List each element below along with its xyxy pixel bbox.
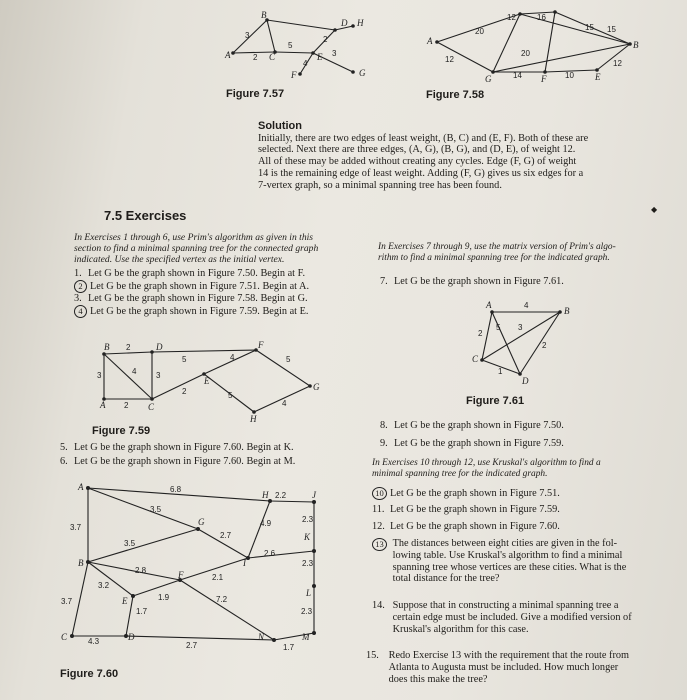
edge-weight: 2 (478, 329, 483, 338)
exercise-15-line-1: Redo Exercise 13 with the requirement that the route from (388, 650, 630, 661)
edge-weight: 15 (607, 25, 616, 34)
edge-weight: 1 (498, 367, 503, 376)
exercise-14-line-3: Kruskal's algorithm for this case. (392, 623, 529, 635)
exercise-number: 5. (60, 442, 68, 453)
vertex-label: A (427, 36, 433, 46)
vertex-label: N (258, 632, 265, 642)
exercise-13-line-2: lowing table. Use Kruskal's algorithm to find a minimal (392, 549, 623, 561)
exercise-8 (380, 420, 564, 432)
edge-weight: 2 (126, 343, 131, 352)
exercise-text: Let G be the graph shown in Figure 7.60. Begin at M. (74, 456, 296, 467)
vertex-label: B (564, 306, 570, 316)
solution-line-4: 14 is the remaining edge of least weight. Adding (F, G) gives us six edges for a (258, 168, 584, 179)
edge-weight: 2.6 (264, 549, 276, 558)
edge-weight: 5 (288, 41, 293, 50)
vertex-label: D (341, 18, 348, 28)
exercise-number: 8. (380, 420, 388, 431)
exercise-2 (74, 280, 309, 293)
exercise-text: Let G be the graph shown in Figure 7.50. (394, 420, 564, 431)
edge-weight: 4 (132, 367, 137, 376)
edge-weight: 5 (286, 355, 291, 364)
vertex-label: L (306, 588, 312, 598)
edge-weight: 2 (182, 387, 187, 396)
exercise-13-line-3: spanning tree whose vertices are these cities. What is the (392, 561, 627, 573)
circled-number: 4 (74, 305, 87, 318)
vertex-label: G (359, 68, 366, 78)
vertex-label: B (261, 10, 267, 20)
edge-weight: 20 (521, 49, 530, 58)
exercise-7 (380, 276, 564, 288)
exercise-number: 7. (380, 276, 388, 287)
circled-number: 10 (372, 487, 387, 500)
section-heading: 7.5 Exercises (104, 208, 187, 223)
edge-weight: 1.7 (136, 607, 148, 616)
edge-weight: 2.7 (186, 641, 198, 650)
vertex-label: C (269, 52, 276, 62)
vertex-label: C (148, 402, 155, 412)
figure-7-57-graph (225, 8, 385, 88)
edge-weight: 2.3 (302, 515, 314, 524)
vertex-label: A (100, 400, 106, 410)
solution-heading: Solution (258, 120, 302, 132)
solution-line-5: 7-vertex graph, so a minimal spanning tree has been found. (258, 180, 502, 191)
exercise-text: Let G be the graph shown in Figure 7.51. Begin at A. (90, 281, 310, 292)
vertex-label: M (302, 632, 310, 642)
exercise-14-line-2: certain edge must be included. Give a modified version of (392, 611, 632, 623)
vertex-label: D (156, 342, 163, 352)
edge-weight: 2.1 (212, 573, 224, 582)
vertex-label: E (595, 72, 601, 82)
edge-weight: 2.8 (135, 566, 147, 575)
end-of-example-mark: ◆ (651, 205, 658, 214)
edge-weight: 2.2 (275, 491, 287, 500)
edge-weight: 3.7 (61, 597, 73, 606)
edge-weight: 2 (124, 401, 129, 410)
exercise-1 (74, 268, 305, 280)
left-intro-line-3: indicated. Use the specified vertex as the initial vertex. (74, 254, 285, 265)
exercise-text: Let G be the graph shown in Figure 7.59. (390, 504, 560, 515)
vertex-label: E (122, 596, 128, 606)
edge-weight: 3.7 (70, 523, 82, 532)
exercise-number: 11. (372, 504, 385, 515)
exercise-14 (372, 600, 632, 635)
exercise-15 (366, 650, 629, 685)
edge-weight: 10 (565, 71, 574, 80)
vertex-label: B (104, 342, 110, 352)
edge-weight: 4.3 (88, 637, 100, 646)
vertex-label: I (243, 558, 246, 568)
figure-7-58-graph (425, 6, 655, 86)
exercise-text: Let G be the graph shown in Figure 7.61. (394, 276, 564, 287)
edge-weight: 12 (507, 13, 516, 22)
edge-weight: 1.9 (158, 593, 170, 602)
edge-weight: 5 (496, 323, 501, 332)
right-intro-line-1: In Exercises 7 through 9, use the matrix version of Prim's algo- (378, 242, 616, 252)
vertex-label: B (633, 40, 639, 50)
edge-weight: 20 (475, 27, 484, 36)
edge-weight: 2.7 (220, 531, 232, 540)
edge-weight: 3.2 (98, 581, 110, 590)
edge-weight: 15 (585, 23, 594, 32)
edge-weight: 3 (97, 371, 102, 380)
right-intro-line-2: rithm to find a minimal spanning tree for the indicated graph. (378, 253, 610, 263)
edge-weight: 4 (282, 399, 287, 408)
vertex-label: F (258, 340, 264, 350)
edge-weight: 2.3 (302, 559, 314, 568)
exercise-number: 6. (60, 456, 68, 467)
left-intro-line-1: In Exercises 1 through 6, use Prim's algorithm as given in this (74, 232, 314, 243)
vertex-label: F (291, 70, 297, 80)
vertex-label: H (357, 18, 364, 28)
edge-weight: 2 (253, 53, 258, 62)
edge-weight: 1.7 (283, 643, 295, 652)
solution-line-3: All of these may be added without creating any cycles. Edge (F, G) of weight (258, 156, 577, 167)
figure-7-58-caption: Figure 7.58 (426, 89, 485, 101)
exercise-13 (372, 538, 626, 585)
edge-weight: 2 (323, 35, 328, 44)
exercise-11 (372, 504, 560, 516)
exercise-text: Let G be the graph shown in Figure 7.59. Begin at E. (90, 306, 309, 317)
vertex-label: G (485, 74, 492, 84)
edge-weight: 4 (230, 353, 235, 362)
exercise-number: 15. (366, 650, 379, 661)
exercise-5 (60, 442, 294, 454)
edge-weight: 4 (303, 59, 308, 68)
edge-weight: 4.9 (260, 519, 272, 528)
edge-weight: 14 (513, 71, 522, 80)
vertex-label: D (522, 376, 529, 386)
edge-weight: 12 (445, 55, 454, 64)
edge-weight: 4 (524, 301, 529, 310)
edge-weight: 3 (518, 323, 523, 332)
vertex-label: K (304, 532, 311, 542)
figure-7-61-graph (470, 298, 580, 388)
exercise-13-line-1: The distances between eight cities are given in the fol- (392, 538, 618, 549)
edge-weight: 2 (542, 341, 547, 350)
edge-weight: 3.5 (124, 539, 136, 548)
exercise-15-line-3: does this make the tree? (388, 673, 488, 685)
edge-weight: 3 (245, 31, 250, 40)
edge-weight: 5 (182, 355, 187, 364)
edge-weight: 16 (537, 13, 546, 22)
vertex-label: J (312, 490, 316, 500)
exercise-number: 9. (380, 438, 388, 449)
exercise-15-line-2: Atlanta to Augusta must be included. How much longer (388, 661, 619, 673)
exercise-number: 14. (372, 600, 385, 611)
figure-7-57-caption: Figure 7.57 (226, 88, 285, 100)
vertex-label: H (250, 414, 257, 424)
vertex-label: F (541, 74, 547, 84)
figure-7-59-caption: Figure 7.59 (92, 425, 151, 437)
edge-weight: 6.8 (170, 485, 182, 494)
kruskal-intro-line-1: In Exercises 10 through 12, use Kruskal's algorithm to find a (372, 458, 601, 468)
vertex-label: C (61, 632, 68, 642)
circled-number: 2 (74, 280, 87, 293)
exercise-text: Let G be the graph shown in Figure 7.58. Begin at G. (88, 293, 308, 304)
edge-weight: 12 (613, 59, 622, 68)
solution-line-1: Initially, there are two edges of least weight, (B, C) and (E, F). Both of these are (258, 133, 589, 144)
vertex-label: A (225, 50, 231, 60)
edge-weight: 3 (332, 49, 337, 58)
edge-weight: 5 (228, 391, 233, 400)
exercise-10 (372, 487, 560, 500)
exercise-text: Let G be the graph shown in Figure 7.60. (390, 521, 560, 532)
figure-7-60-graph (58, 478, 348, 658)
exercise-text: Let G be the graph shown in Figure 7.51. (390, 488, 560, 499)
vertex-label: C (472, 354, 479, 364)
figure-7-61-caption: Figure 7.61 (466, 395, 525, 407)
exercise-text: Let G be the graph shown in Figure 7.60. Begin at K. (74, 442, 294, 453)
exercise-9 (380, 438, 564, 450)
exercise-14-line-1: Suppose that in constructing a minimal spanning tree a (392, 600, 619, 611)
edge-weight: 3 (156, 371, 161, 380)
left-intro-line-2: section to find a minimal spanning tree for the connected graph (74, 243, 319, 254)
vertex-label: E (204, 376, 210, 386)
figure-7-59-graph (96, 342, 336, 422)
vertex-label: B (78, 558, 84, 568)
vertex-label: A (78, 482, 84, 492)
figure-7-60-caption: Figure 7.60 (60, 668, 119, 680)
vertex-label: G (313, 382, 320, 392)
exercise-4 (74, 305, 308, 318)
exercise-number: 12. (372, 521, 385, 532)
exercise-3 (74, 293, 308, 305)
exercise-number: 3. (74, 293, 82, 304)
kruskal-intro-line-2: minimal spanning tree for the indicated graph. (372, 469, 548, 479)
vertex-label: E (317, 52, 323, 62)
vertex-label: G (198, 517, 205, 527)
exercise-6 (60, 456, 295, 468)
solution-line-2: selected. Next there are three edges, (A, G), (B, G), and (D, E), of weight 12. (258, 144, 576, 155)
exercise-12 (372, 521, 560, 533)
circled-number: 13 (372, 538, 387, 551)
vertex-label: H (262, 490, 269, 500)
edge-weight: 3.5 (150, 505, 162, 514)
edge-weight: 7.2 (216, 595, 228, 604)
vertex-label: A (486, 300, 492, 310)
exercise-number: 1. (74, 268, 82, 279)
exercise-13-line-4: total distance for the tree? (392, 573, 500, 585)
exercise-text: Let G be the graph shown in Figure 7.59. (394, 438, 564, 449)
exercise-text: Let G be the graph shown in Figure 7.50. Begin at F. (88, 268, 306, 279)
vertex-label: D (128, 632, 135, 642)
vertex-label: F (178, 570, 184, 580)
edge-weight: 2.3 (301, 607, 313, 616)
